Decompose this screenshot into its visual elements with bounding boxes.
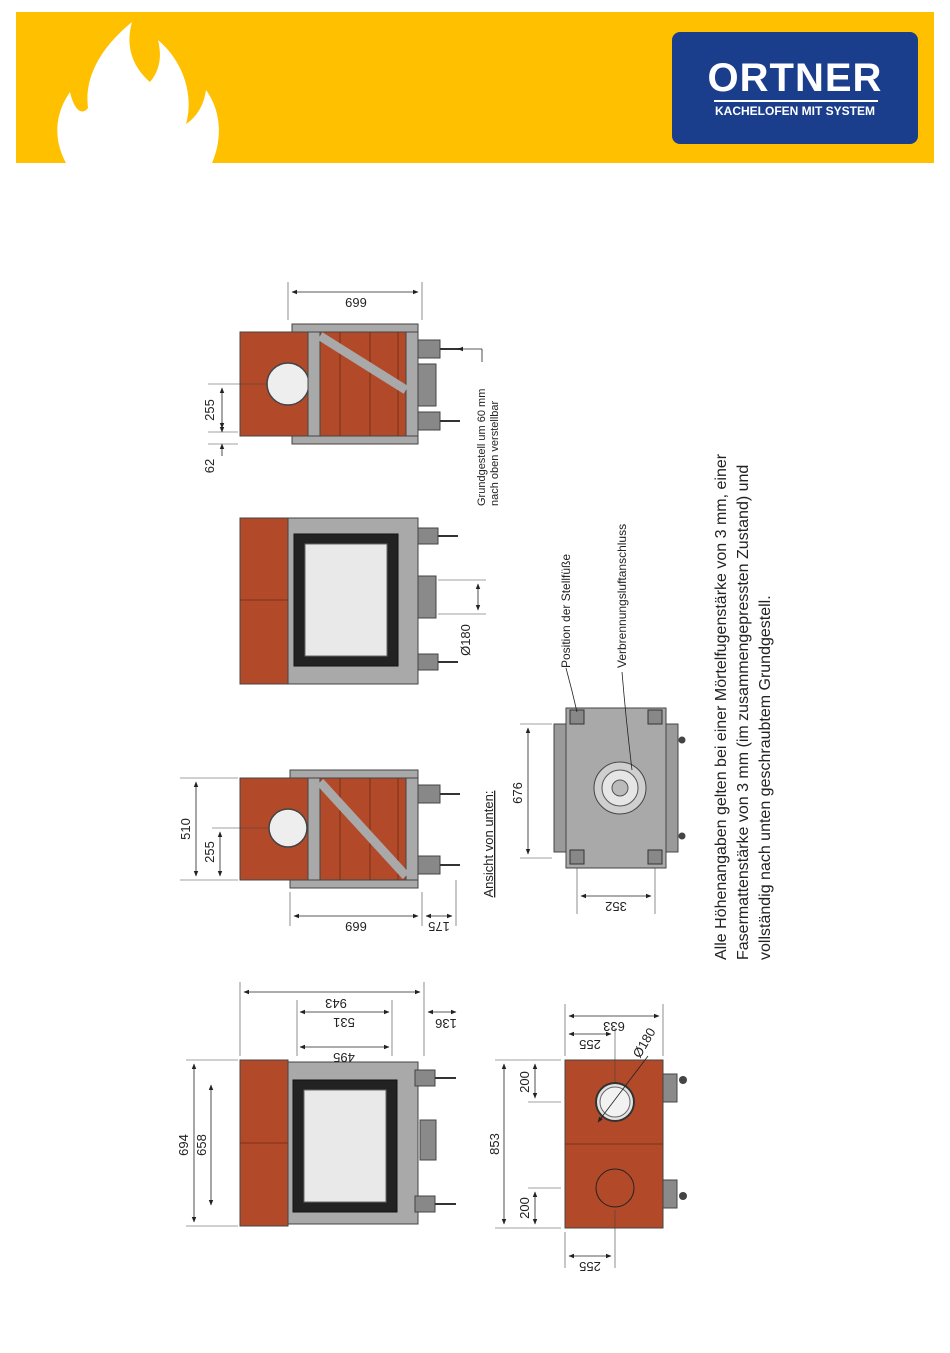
- front-view-3: [240, 518, 458, 684]
- dim-531: 531: [333, 1015, 355, 1030]
- bottom-view-label: Ansicht von unten:: [481, 790, 496, 898]
- dim-255-top: 255: [579, 1037, 601, 1052]
- dim-694: 694: [176, 1134, 191, 1156]
- note-grundgestell-1: Grundgestell um 60 mm: [476, 388, 488, 506]
- dim-255-bottom: 255: [579, 1259, 601, 1274]
- front-view-1: [240, 1060, 456, 1226]
- dim-676: 676: [510, 782, 525, 804]
- note-line-2: Fasermattenstärke von 3 mm (im zusammengepressten Zustand) und: [735, 464, 752, 960]
- dim-136: 136: [435, 1016, 457, 1031]
- dim-943: 943: [325, 996, 347, 1011]
- dim-669-side: 669: [345, 919, 367, 934]
- logo-wordmark: ORTNER: [707, 56, 883, 100]
- dim-62: 62: [202, 458, 217, 474]
- dim-352: 352: [605, 899, 627, 914]
- logo-tagline: KACHELOFEN MIT SYSTEM: [714, 104, 875, 118]
- front-view-3-dimensions: [438, 580, 486, 656]
- label-verbrennungsluft: Verbrennungsluftanschluss: [615, 523, 629, 668]
- dim-658: 658: [194, 1134, 209, 1156]
- side-view-2: [240, 770, 460, 888]
- dim-633: 633: [603, 1019, 625, 1034]
- dim-255-upper: 255: [202, 399, 217, 421]
- note-line-1: Alle Höhenangaben gelten bei einer Mörtelfugenstärke von 3 mm, einer: [713, 453, 730, 960]
- note-grundgestell-2: nach oben verstellbar: [489, 400, 501, 506]
- dim-495: 495: [333, 1050, 355, 1065]
- height-note: [713, 453, 774, 960]
- dim-diameter-top: Ø180: [629, 1025, 659, 1061]
- note-line-3: vollständig nach unten geschraubtem Grundgestell.: [757, 595, 774, 960]
- side-view-4: [240, 324, 460, 444]
- label-stellfuesse: Position der Stellfüße: [559, 553, 573, 668]
- dim-853: 853: [487, 1133, 502, 1155]
- dim-175: 175: [428, 919, 450, 934]
- dim-510: 510: [178, 818, 193, 840]
- dim-669-upper: 669: [345, 295, 367, 310]
- dim-diameter-front: Ø180: [458, 624, 473, 656]
- bottom-view: [554, 708, 686, 868]
- dim-200-top: 200: [517, 1071, 532, 1093]
- dim-255-side: 255: [202, 841, 217, 863]
- dim-200-bottom: 200: [517, 1197, 532, 1219]
